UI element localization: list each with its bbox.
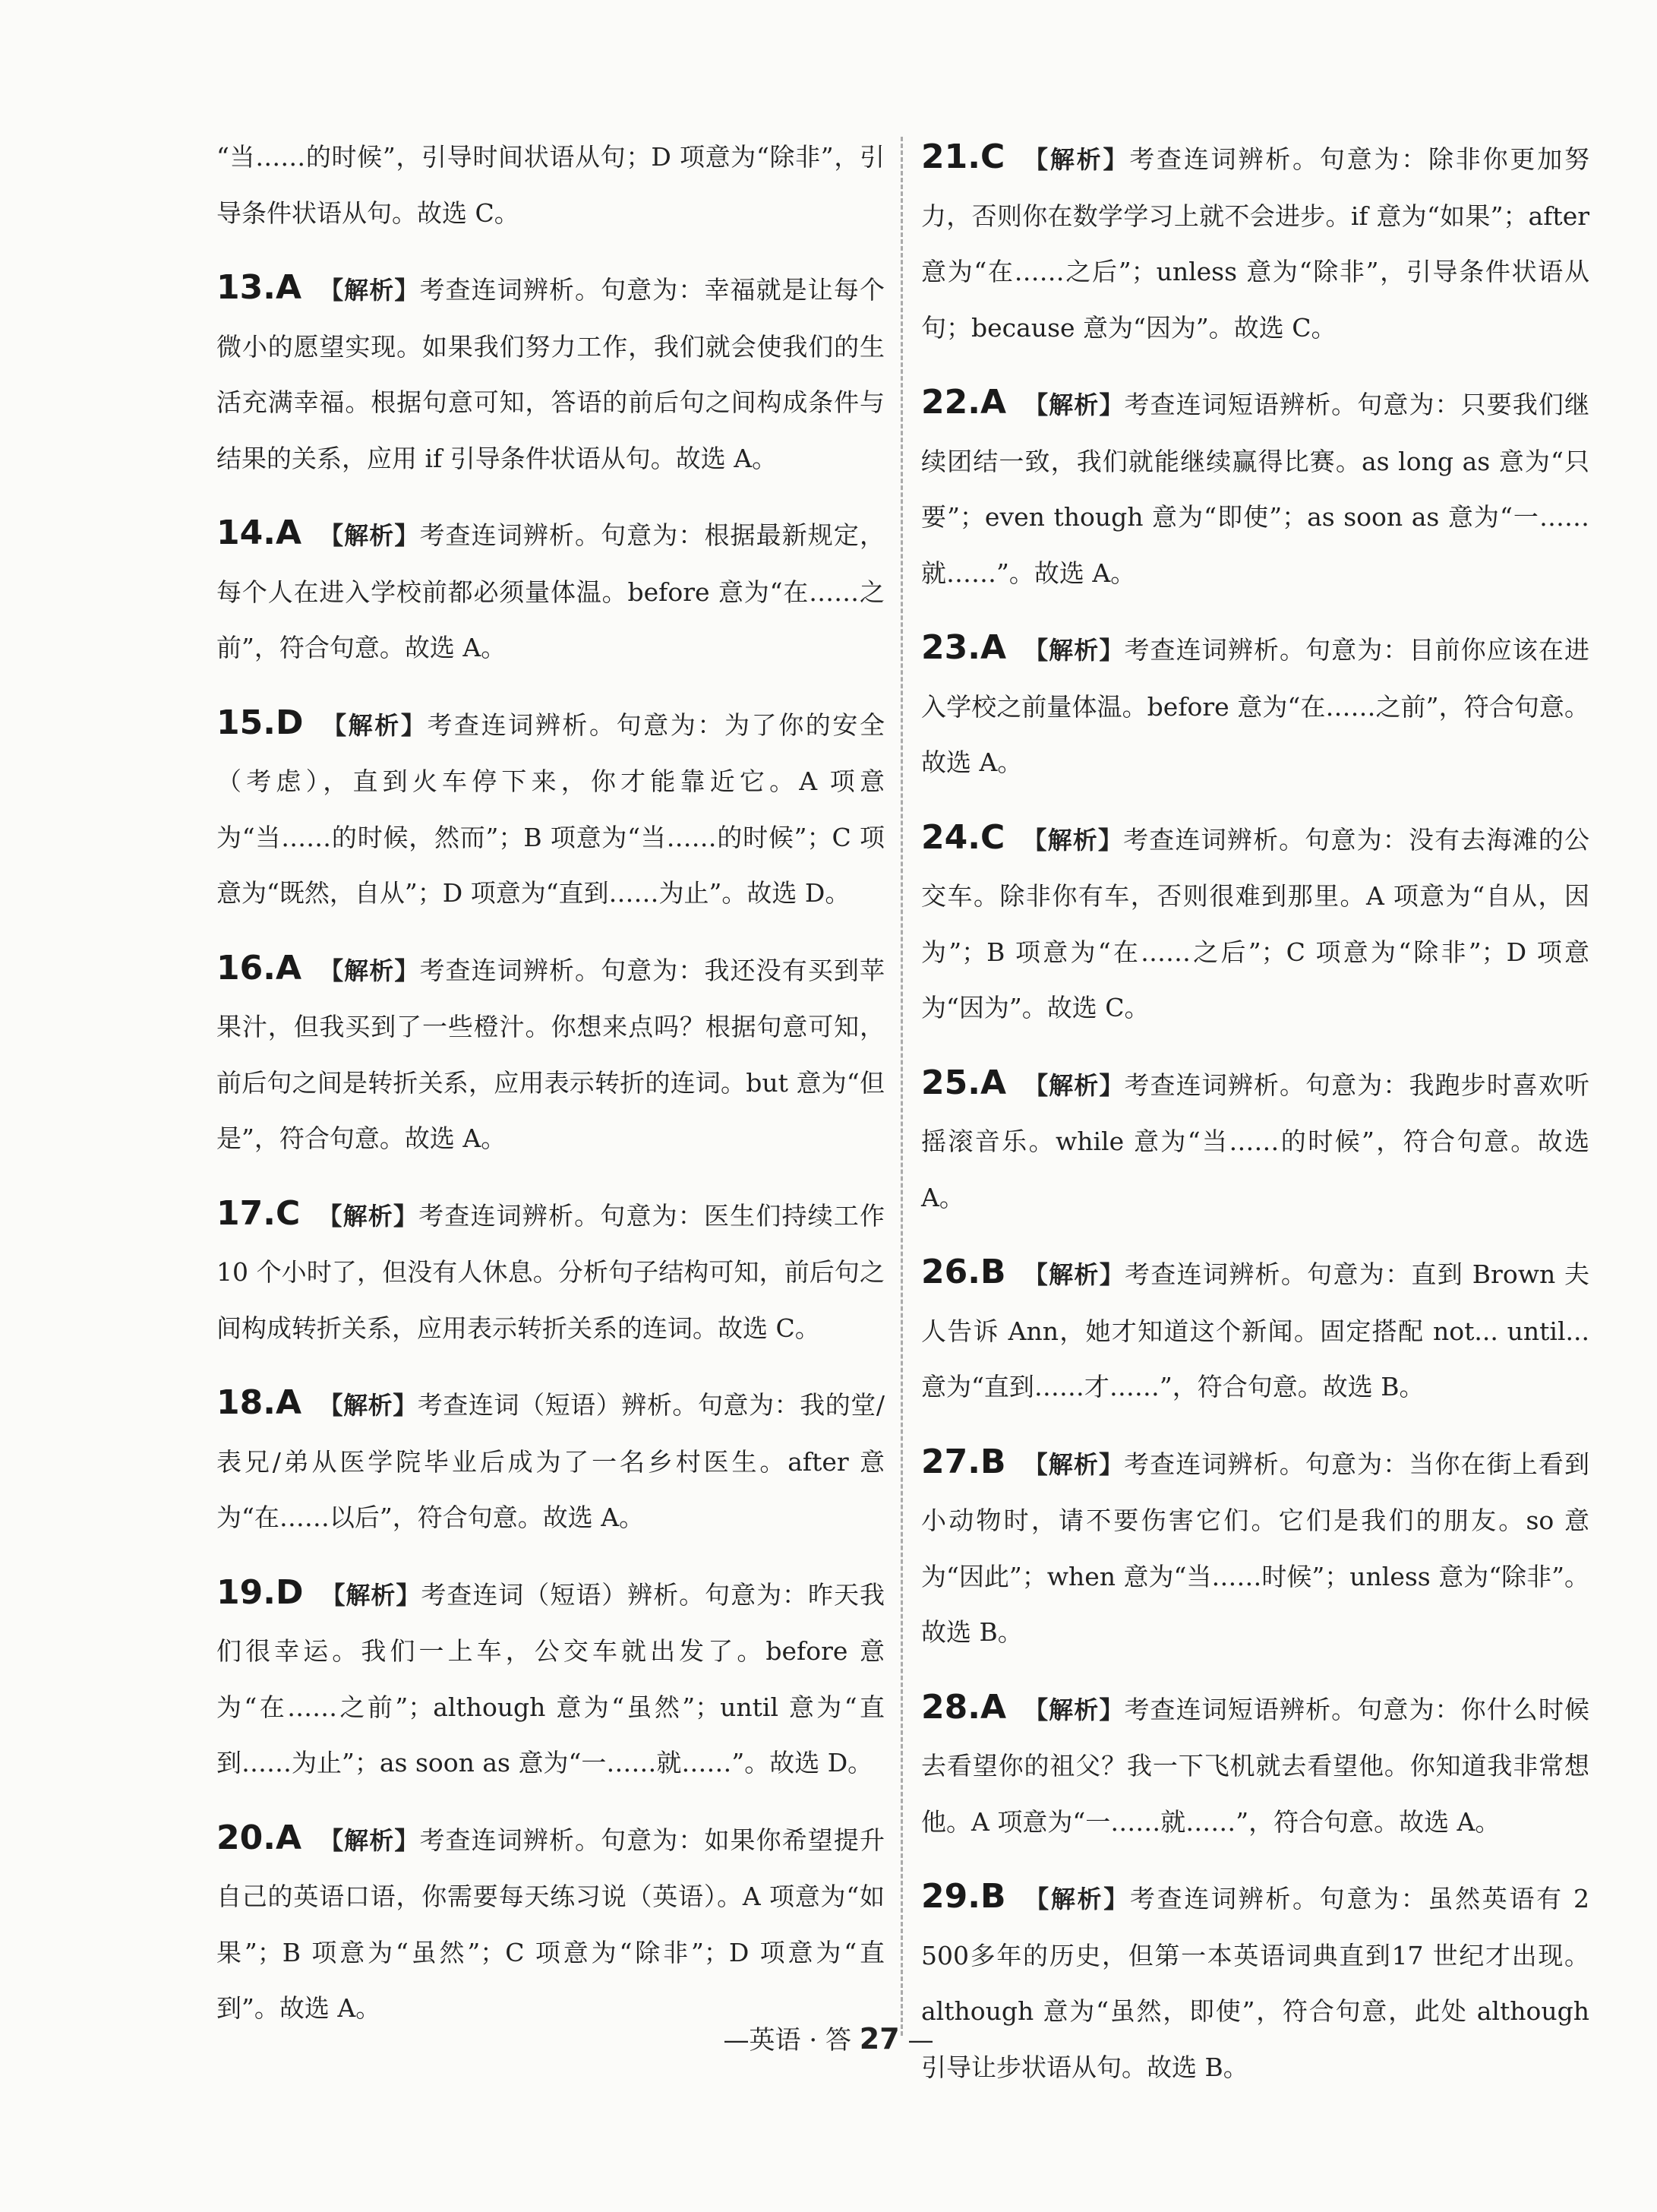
analysis-text: 考查连词辨析。句意为：如果你希望提升自己的英语口语，你需要每天练习说（英语）。A 项意为“如果”；B 项意为“虽然”；C 项意为“除非”；D 项意为“直到”。故选 A。 <box>216 1825 885 2023</box>
analysis-text: 考查连词短语辨析。句意为：只要我们继续团结一致，我们就能继续赢得比赛。as long as 意为“只要”；even though 意为“即使”；as soon as 意为“一……就……”。故选 A。 <box>921 390 1589 588</box>
analysis-text: 考查连词辨析。句意为：目前你应该在进入学校之前量体温。before 意为“在……之前”，符合句意。故选 A。 <box>921 635 1589 777</box>
answer-entry <box>921 374 1589 601</box>
answer-label: 24.C <box>921 817 1005 857</box>
answer-entry <box>921 1680 1589 1850</box>
answer-label: 22.A <box>921 383 1006 422</box>
page-number: 27 <box>859 2022 900 2056</box>
answer-label: 21.C <box>921 137 1005 176</box>
answer-entry <box>216 1810 885 2037</box>
answer-label: 16.A <box>216 948 301 988</box>
analysis-text: 考查连词辨析。句意为：幸福就是让每个微小的愿望实现。如果我们努力工作，我们就会使我们的生活充满幸福。根据句意可知，答语的前后句之间构成条件与结果的关系，应用 if 引导条件状语从句。故选 A。 <box>216 275 885 473</box>
answer-label: 23.A <box>921 628 1006 667</box>
footer-suffix: — <box>907 2025 934 2056</box>
analysis-tag: 【解析】 <box>1023 636 1125 665</box>
analysis-tag: 【解析】 <box>1022 1449 1125 1479</box>
analysis-tag: 【解析】 <box>1022 1885 1130 1913</box>
answer-entry <box>921 620 1589 791</box>
continuation-text: “当……的时候”，引导时间状语从句；D 项意为“除非”，引导条件状语从句。故选 C。 <box>216 142 885 228</box>
answer-label: 14.A <box>216 514 301 552</box>
analysis-tag: 【解析】 <box>1021 825 1124 855</box>
analysis-text: 考查连词辨析。句意为：当你在街上看到小动物时，请不要伤害它们。它们是我们的朋友。so 意为“因此”；when 意为“当……时候”；unless 意为“除非”。故选 B。 <box>921 1449 1589 1647</box>
answer-label: 26.B <box>921 1253 1006 1291</box>
analysis-tag: 【解析】 <box>320 710 428 740</box>
answer-label: 27.B <box>921 1442 1006 1481</box>
answer-label: 15.D <box>216 703 304 742</box>
column-divider <box>901 137 903 2036</box>
analysis-tag: 【解析】 <box>320 1580 421 1610</box>
right-column <box>921 129 1589 2114</box>
answer-entry <box>216 1565 885 1791</box>
analysis-tag: 【解析】 <box>1023 1070 1125 1100</box>
analysis-tag: 【解析】 <box>318 1825 420 1855</box>
answer-label: 29.B <box>921 1877 1006 1916</box>
analysis-text: 考查连词（短语）辨析。句意为：昨天我们很幸运。我们一上车，公交车就出发了。before 意为“在……之前”；although 意为“虽然”；until 意为“直到……为止”；as soon as 意为“一……就……”。故选 D。 <box>216 1579 885 1778</box>
answer-label: 17.C <box>216 1193 301 1233</box>
answer-entry <box>216 695 885 921</box>
answer-entry <box>921 810 1589 1036</box>
answer-entry <box>921 1055 1589 1226</box>
analysis-text: 考查连词短语辨析。句意为：你什么时候去看望你的祖父？我一下飞机就去看望他。你知道我非常想他。A 项意为“一……就……”，符合句意。故选 A。 <box>921 1694 1589 1837</box>
answer-entry <box>216 1375 885 1546</box>
answer-label: 19.D <box>216 1572 304 1612</box>
answer-entry <box>921 129 1589 356</box>
analysis-tag: 【解析】 <box>1023 1695 1125 1724</box>
answer-entry <box>921 1244 1589 1415</box>
answer-entry <box>216 260 885 486</box>
analysis-tag: 【解析】 <box>318 956 420 985</box>
answer-entry <box>216 505 885 676</box>
answer-label: 28.A <box>921 1687 1006 1727</box>
analysis-tag: 【解析】 <box>317 1201 419 1231</box>
analysis-text: 考查连词辨析。句意为：根据最新规定，每个人在进入学校前都必须量体温。before 意为“在……之前”，符合句意。故选 A。 <box>216 520 885 662</box>
answer-label: 13.A <box>216 268 301 307</box>
analysis-text: 考查连词辨析。句意为：没有去海滩的公交车。除非你有车，否则很难到那里。A 项意为“自从，因为”；B 项意为“在……之后”；C 项意为“除非”；D 项意为“因为”。故选 C。 <box>921 824 1589 1022</box>
analysis-text: 考查连词辨析。句意为：虽然英语有 2 500多年的历史，但第一本英语词典直到17 世纪才出现。although 意为“虽然，即使”，符合句意，此处 although 引导让步状语从句。故选 B。 <box>921 1884 1589 2082</box>
analysis-text: 考查连词（短语）辨析。句意为：我的堂/表兄/弟从医学院毕业后成为了一名乡村医生。after 意为“在……以后”，符合句意。故选 A。 <box>216 1390 885 1532</box>
analysis-text: 考查连词辨析。句意为：我还没有买到苹果汁，但我买到了一些橙汁。你想来点吗？根据句意可知，前后句之间是转折关系，应用表示转折的连词。but 意为“但是”，符合句意。故选 A。 <box>216 955 885 1153</box>
footer-prefix: —英语 · 答 <box>723 2025 851 2056</box>
analysis-tag: 【解析】 <box>318 276 420 305</box>
analysis-text: 考查连词辨析。句意为：为了你的安全（考虑），直到火车停下来，你才能靠近它。A 项意为“当……的时候，然而”；B 项意为“当……的时候”；C 项意为“既然，自从”；D 项意为“直到……为止”。故选 D。 <box>216 709 885 908</box>
answer-label: 18.A <box>216 1383 301 1422</box>
answer-label: 20.A <box>216 1818 301 1857</box>
analysis-text: 考查连词辨析。句意为：直到 Brown 夫人告诉 Ann，她才知道这个新闻。固定搭配 not... until... 意为“直到……才……”，符合句意。故选 B。 <box>921 1259 1589 1401</box>
answer-entry <box>921 1434 1589 1661</box>
analysis-tag: 【解析】 <box>1022 1260 1125 1289</box>
analysis-text: 考查连词辨析。句意为：医生们持续工作 10 个小时了，但没有人休息。分析句子结构可知，前后句之间构成转折关系，应用表示转折关系的连词。故选 C。 <box>216 1200 885 1343</box>
answer-label: 25.A <box>921 1063 1006 1102</box>
answer-entry <box>216 940 885 1167</box>
analysis-tag: 【解析】 <box>318 1391 418 1420</box>
continuation-paragraph <box>216 129 885 241</box>
answer-entry <box>921 1869 1589 2095</box>
analysis-tag: 【解析】 <box>318 521 420 550</box>
analysis-text: 考查连词辨析。句意为：除非你更加努力，否则你在数学学习上就不会进步。if 意为“如果”；after 意为“在……之后”；unless 意为“除非”，引导条件状语从句；because 意为“因为”。故选 C。 <box>921 144 1589 343</box>
analysis-text: 考查连词辨析。句意为：我跑步时喜欢听摇滚音乐。while 意为“当……的时候”，符合句意。故选 A。 <box>921 1070 1589 1212</box>
page-footer <box>0 2019 1657 2056</box>
analysis-tag: 【解析】 <box>1021 145 1130 174</box>
answer-entry <box>216 1186 885 1357</box>
analysis-tag: 【解析】 <box>1023 390 1125 419</box>
left-column <box>216 129 885 2056</box>
